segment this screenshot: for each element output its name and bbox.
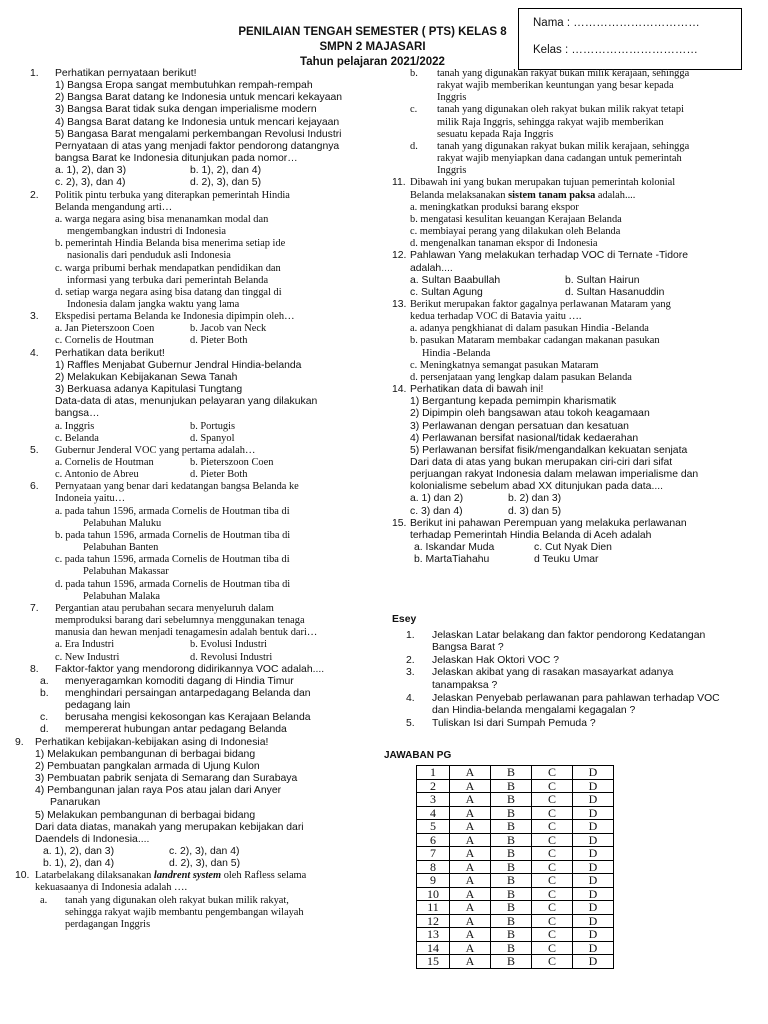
- option[interactable]: d. Pieter Both: [190, 335, 248, 347]
- option[interactable]: c. warga pribumi berhak mendapatkan pendidikan dan: [55, 262, 281, 274]
- option[interactable]: a. 1), 2), dan 3): [43, 846, 115, 857]
- answer-choice-a[interactable]: A: [450, 955, 491, 969]
- essay-item-1: 1. Jelaskan Latar belakang dan faktor pendorong Kedatangan: [406, 629, 706, 641]
- answer-choice-c[interactable]: C: [532, 847, 573, 861]
- option[interactable]: b. mengatasi kesulitan keuangan Kerajaan Belanda: [410, 213, 622, 225]
- option[interactable]: d. 3) dan 5): [508, 505, 562, 517]
- question-text: 3) Pembuatan pabrik senjata di Semarang dan Surabaya: [35, 773, 298, 785]
- option[interactable]: d. Spanyol: [190, 432, 235, 444]
- question-text: 3) Berkuasa adanya Kapitulasi Tungtang: [55, 384, 243, 396]
- answer-choice-b[interactable]: B: [491, 941, 532, 955]
- question-text: 1) Raffles Menjabat Gubernur Jendral Hindia-belanda: [55, 359, 302, 371]
- answer-number: 15: [417, 955, 450, 969]
- answer-choice-b[interactable]: B: [491, 820, 532, 834]
- option-cont: nasionalis dari penduduk asli Indonesia: [67, 250, 231, 262]
- answer-choice-b[interactable]: B: [491, 793, 532, 807]
- question-text: manusia dan hewan menjadi tenagamesin adalah bentuk dari…: [55, 627, 318, 639]
- option-cont: Pelabuhan Maluku: [83, 517, 162, 529]
- answer-row: [417, 833, 614, 847]
- answer-row: [417, 874, 614, 888]
- answer-row: [417, 793, 614, 807]
- answer-choice-c[interactable]: C: [532, 833, 573, 847]
- answer-choice-b[interactable]: B: [491, 955, 532, 969]
- answer-choice-b[interactable]: B: [491, 833, 532, 847]
- option[interactable]: c. berusaha mengisi kekosongan kas Kerajaan Belanda: [40, 712, 311, 724]
- option-cont: informasi yang terbuka dari pemerintah Belanda: [67, 274, 269, 286]
- answer-sheet-table: [416, 765, 614, 969]
- option[interactable]: d. Sultan Hasanuddin: [565, 286, 665, 298]
- option[interactable]: d. Revolusi Industri: [190, 651, 273, 663]
- option[interactable]: d. 2), 3), dan 5): [169, 858, 241, 870]
- answer-choice-a[interactable]: A: [450, 779, 491, 793]
- answer-choice-a[interactable]: A: [450, 901, 491, 915]
- answer-choice-b[interactable]: B: [491, 779, 532, 793]
- answer-row: [417, 914, 614, 928]
- answer-choice-a[interactable]: A: [450, 766, 491, 780]
- question-2: 2. Politik pintu terbuka yang diterapkan pemerintah Hindia: [30, 189, 290, 201]
- answer-choice-a[interactable]: A: [450, 806, 491, 820]
- option[interactable]: c. 2), 3), dan 4): [55, 177, 126, 189]
- question-text: kolonialisme sebelum abad XX ditunjukan pada data....: [410, 481, 664, 493]
- answer-choice-b[interactable]: B: [491, 806, 532, 820]
- student-identity-box: [518, 8, 742, 70]
- answer-choice-c[interactable]: C: [532, 901, 573, 915]
- answer-row: [417, 806, 614, 820]
- question-text: perjuangan rakyat Indonesia dalam melawan imperialisme dan: [410, 469, 699, 481]
- answer-choice-c[interactable]: C: [532, 820, 573, 834]
- answer-choice-a[interactable]: A: [450, 887, 491, 901]
- option-row: [15, 846, 373, 858]
- question-text: 2) Bangsa Barat datang ke Indonesia untuk mencari kekayaan: [55, 92, 343, 104]
- option[interactable]: d. mengenalkan tanaman ekspor di Indonesia: [410, 238, 598, 250]
- option-row: [15, 323, 373, 335]
- question-text: 2) Melakukan Kebijakanan Sewa Tanah: [55, 371, 238, 383]
- answer-choice-a[interactable]: A: [450, 860, 491, 874]
- answer-choice-c[interactable]: C: [532, 860, 573, 874]
- option[interactable]: b. Sultan Hairun: [565, 274, 640, 286]
- answer-number: 4: [417, 806, 450, 820]
- answer-row: [417, 860, 614, 874]
- answer-choice-a[interactable]: A: [450, 820, 491, 834]
- option[interactable]: c. Sultan Agung: [410, 286, 483, 298]
- question-text: Belanda mengandung arti…: [55, 201, 173, 213]
- question-12: 12. Pahlawan Yang melakukan terhadap VOC di Ternate -Tidore: [392, 250, 689, 262]
- answer-choice-a[interactable]: A: [450, 847, 491, 861]
- answer-number: 13: [417, 928, 450, 942]
- option[interactable]: b. 1), 2), dan 4): [190, 165, 262, 177]
- option-cont: Pelabuhan Banten: [83, 542, 159, 554]
- answer-number: 14: [417, 941, 450, 955]
- answer-choice-c[interactable]: C: [532, 914, 573, 928]
- option[interactable]: b. pada tahun 1596, armada Cornelis de Houtman tiba di: [55, 529, 291, 541]
- option-row: [392, 542, 757, 554]
- option[interactable]: b. pasukan Mataram membakar cadangan makanan pasukan: [410, 335, 660, 347]
- answer-number: 11: [417, 901, 450, 915]
- answer-choice-d[interactable]: D: [573, 887, 614, 901]
- option-cont: sesuatu kepada Raja Inggris: [437, 128, 554, 140]
- option-cont: rakyat wajib menyiapkan dana cadangan untuk pemerintah: [437, 153, 682, 165]
- option[interactable]: b. Jacob van Neck: [190, 323, 267, 335]
- option[interactable]: a. menyeragamkan komoditi dagang di Hindia Timur: [40, 675, 294, 687]
- option[interactable]: a. tanah yang digunakan oleh rakyat bukan milik rakyat,: [40, 894, 289, 906]
- answer-number: 9: [417, 874, 450, 888]
- question-14: 14. Perhatikan data di bawah ini!: [392, 384, 544, 396]
- option[interactable]: d. Pieter Both: [190, 469, 248, 481]
- option[interactable]: c. Belanda: [55, 432, 99, 444]
- option-row: [392, 275, 757, 287]
- option[interactable]: d. setiap warga negara asing bisa datang dan tinggal di: [55, 286, 282, 298]
- answer-choice-d[interactable]: D: [573, 793, 614, 807]
- question-text: terhadap Pemerintah Hindia Belanda di Aceh adalah: [410, 529, 652, 541]
- option[interactable]: a. meningkatkan produksi barang ekspor: [410, 201, 579, 213]
- option[interactable]: b. Portugis: [190, 420, 236, 432]
- option[interactable]: a. Jan Pieterszoon Coen: [55, 323, 155, 335]
- option-cont: Pelabuhan Makassar: [83, 566, 169, 578]
- answer-number: 10: [417, 887, 450, 901]
- answer-number: 6: [417, 833, 450, 847]
- answer-choice-d[interactable]: D: [573, 874, 614, 888]
- answer-number: 2: [417, 779, 450, 793]
- answer-choice-b[interactable]: B: [491, 887, 532, 901]
- option-cont: mengembangkan industri di Indonesia: [67, 226, 227, 238]
- option-cont: rakyat wajib memberikan keuntungan yang besar kepada: [437, 80, 674, 92]
- question-6: 6. Pernyataan yang benar dari kedatangan bangsa Belanda ke: [30, 481, 299, 493]
- question-1: 1. Perhatikan pernyataan berikut!: [30, 68, 197, 79]
- essay-item-4: 4. Jelaskan Penyebab perlawanan para pahlawan terhadap VOC: [406, 692, 720, 704]
- option[interactable]: c. tanah yang digunakan oleh rakyat bukan milik rakyat tetapi: [410, 104, 684, 116]
- option[interactable]: b. 2) dan 3): [508, 493, 562, 505]
- option-row: [15, 177, 373, 189]
- question-9: 9. Perhatikan kebijakan-kebijakan asing di Indonesia!: [15, 736, 269, 748]
- option-cont: Indonesia dalam jangka waktu yang lama: [67, 298, 240, 310]
- option[interactable]: a. pada tahun 1596, armada Cornelis de Houtman tiba di: [55, 505, 290, 517]
- answer-row: [417, 820, 614, 834]
- option-row: [15, 652, 373, 664]
- answer-choice-d[interactable]: D: [573, 928, 614, 942]
- answer-row: [417, 887, 614, 901]
- question-text: Data-data di atas, menunjukan pelayaran yang dilakukan: [55, 396, 318, 408]
- option[interactable]: b. MartaTiahahu: [414, 554, 490, 566]
- option-row: [15, 433, 373, 445]
- question-11: 11. Dibawah ini yang bukan merupakan tujuan pemerintah kolonial: [392, 177, 676, 189]
- question-text: bangsa…: [55, 408, 100, 420]
- answer-choice-c[interactable]: C: [532, 955, 573, 969]
- question-text: 5) Perlawanan bersifat fisik/mengandalkan kekuatan senjata: [410, 444, 688, 456]
- answer-choice-a[interactable]: A: [450, 914, 491, 928]
- answer-choice-d[interactable]: D: [573, 806, 614, 820]
- option[interactable]: c. 3) dan 4): [410, 505, 463, 517]
- option-row: [15, 421, 373, 433]
- answer-choice-b[interactable]: B: [491, 914, 532, 928]
- answer-choice-d[interactable]: D: [573, 941, 614, 955]
- option[interactable]: a. Inggris: [55, 420, 95, 432]
- answer-choice-b[interactable]: B: [491, 874, 532, 888]
- option[interactable]: a. Cornelis de Houtman: [55, 457, 154, 468]
- option-row: [392, 554, 757, 566]
- answer-choice-c[interactable]: C: [532, 806, 573, 820]
- question-15: 15. Berikut ini pahawan Perempuan yang melakuka perlawanan: [392, 517, 687, 529]
- answer-choice-b[interactable]: B: [491, 901, 532, 915]
- question-text: 2) Pembuatan pangkalan armada di Ujung Kulon: [35, 760, 260, 772]
- left-column: [15, 68, 373, 931]
- essay-text: Bangsa Barat ?: [432, 642, 504, 654]
- question-text: bangsa Barat ke Indonesia ditunjukan pada nomor…: [55, 153, 298, 165]
- option[interactable]: c. pada tahun 1596, armada Cornelis de Houtman tiba di: [55, 554, 290, 566]
- option[interactable]: c. Cut Nyak Dien: [534, 542, 612, 554]
- answer-choice-d[interactable]: D: [573, 955, 614, 969]
- option-cont: Pelabuhan Malaka: [83, 590, 161, 602]
- question-7: 7. Pergantian atau perubahan secara menyeluruh dalam: [30, 602, 274, 614]
- answer-choice-a[interactable]: A: [450, 793, 491, 807]
- option-row: [15, 469, 373, 481]
- question-10: 10. Latarbelakang dilaksanakan landrent system oleh Rafless selama: [15, 870, 307, 882]
- question-text: kekuasaanya di Indonesia adalah ….: [35, 882, 188, 894]
- answer-number: 8: [417, 860, 450, 874]
- question-text: Belanda melaksanakan sistem tanam paksa adalah....: [410, 189, 636, 201]
- option[interactable]: a. warga negara asing bisa menanamkan modal dan: [55, 213, 269, 225]
- answer-choice-b[interactable]: B: [491, 928, 532, 942]
- answer-choice-c[interactable]: C: [532, 928, 573, 942]
- option-row: [15, 457, 373, 469]
- option[interactable]: b. 1), 2), dan 4): [43, 858, 115, 870]
- answer-choice-c[interactable]: C: [532, 887, 573, 901]
- option-cont: pedagang lain: [65, 700, 131, 712]
- question-text: Panarukan: [50, 797, 101, 809]
- answer-number: 1: [417, 766, 450, 780]
- answer-choice-d[interactable]: D: [573, 847, 614, 861]
- answer-choice-c[interactable]: C: [532, 941, 573, 955]
- class-field[interactable]: Kelas : ……………………………: [533, 44, 698, 56]
- question-text: Pernyataan di atas yang menjadi faktor pendorong datangnya: [55, 140, 340, 152]
- essay-item-5: 5. Tuliskan Isi dari Sumpah Pemuda ?: [406, 717, 596, 729]
- answer-row: [417, 901, 614, 915]
- question-text: 1) Bergantung kepada pemimpin kharismatik: [410, 396, 617, 408]
- question-text: Daendels di Indonesia....: [35, 833, 150, 845]
- answer-number: 7: [417, 847, 450, 861]
- answer-choice-d[interactable]: D: [573, 833, 614, 847]
- question-text: 3) Bangsa Barat tidak suka dengan imperialisme modern: [55, 104, 317, 116]
- exam-title: PENILAIAN TENGAH SEMESTER ( PTS) KELAS 8: [238, 26, 507, 38]
- question-text: memproduksi barang dari sebelumnya menggunakan tenaga: [55, 615, 305, 627]
- answer-row: [417, 779, 614, 793]
- option-cont: Inggris: [437, 165, 467, 177]
- answer-row: [417, 847, 614, 861]
- option-row: [15, 165, 373, 177]
- answer-choice-d[interactable]: D: [573, 820, 614, 834]
- question-text: kedua terhadap VOC di Batavia yaitu ….: [410, 311, 582, 323]
- answer-number: 12: [417, 914, 450, 928]
- right-column: [392, 68, 757, 566]
- question-5: 5. Gubernur Jenderal VOC yang pertama adalah…: [30, 444, 256, 456]
- option-row: [392, 287, 757, 299]
- answer-sheet-title: JAWABAN PG: [384, 750, 452, 761]
- question-4: 4. Perhatikan data berikut!: [30, 347, 165, 359]
- option-row: [15, 858, 373, 870]
- question-text: 1) Melakukan pembangunan di berbagai bidang: [35, 748, 256, 760]
- question-text: 3) Perlawanan dengan persatuan dan kesatuan: [410, 420, 629, 432]
- option[interactable]: a. adanya pengkhianat di dalam pasukan Hindia -Belanda: [410, 323, 649, 335]
- option[interactable]: c. membiayai perang yang dilakukan oleh Belanda: [410, 226, 621, 238]
- question-text: Dari data diatas, manakah yang merupakan kebijakan dari: [35, 821, 304, 833]
- option-cont: Hindia -Belanda: [422, 347, 491, 359]
- name-field[interactable]: Nama : ……………………………: [533, 17, 700, 29]
- answer-choice-a[interactable]: A: [450, 833, 491, 847]
- answer-row: [417, 941, 614, 955]
- essay-title: Esey: [392, 614, 417, 625]
- question-text: adalah....: [410, 262, 453, 274]
- option-row: [392, 493, 757, 505]
- answer-choice-d[interactable]: D: [573, 860, 614, 874]
- option[interactable]: a. Sultan Baabullah: [410, 274, 501, 286]
- essay-text: dan Hindia-belanda mengalami kegagalan ?: [432, 705, 636, 717]
- option[interactable]: d. tanah yang digunakan rakyat bukan milik kerajaan, sehingga: [410, 140, 690, 152]
- option-row: [15, 335, 373, 347]
- question-text: 1) Bangsa Eropa sangat membutuhkan rempah-rempah: [55, 80, 313, 92]
- answer-choice-a[interactable]: A: [450, 928, 491, 942]
- essay-section: [392, 614, 762, 730]
- option[interactable]: b. Pieterszoon Coen: [190, 457, 274, 468]
- answer-choice-c[interactable]: C: [532, 874, 573, 888]
- school-name: SMPN 2 MAJASARI: [319, 41, 426, 53]
- answer-number: 3: [417, 793, 450, 807]
- answer-row: [417, 955, 614, 969]
- essay-item-2: 2. Jelaskan Hak Oktori VOC ?: [406, 654, 560, 666]
- question-text: Dari data di atas yang bukan merupakan ciri-ciri dari sifat: [410, 457, 673, 468]
- answer-choice-d[interactable]: D: [573, 901, 614, 915]
- answer-choice-c[interactable]: C: [532, 766, 573, 780]
- question-text: 4) Pembangunan jalan raya Pos atau jalan dari Anyer: [35, 785, 282, 797]
- question-text: 2) Dipimpin oleh bangsawan atau tokoh keagamaan: [410, 408, 650, 420]
- school-year: Tahun pelajaran 2021/2022: [300, 56, 445, 68]
- option[interactable]: b. Evolusi Industri: [190, 639, 268, 651]
- answer-choice-d[interactable]: D: [573, 914, 614, 928]
- option[interactable]: c. Cornelis de Houtman: [55, 335, 154, 347]
- answer-row: [417, 928, 614, 942]
- option[interactable]: b. menghindari persaingan antarpedagang Belanda dan: [40, 687, 311, 699]
- option[interactable]: b. pemerintah Hindia Belanda bisa menerima setiap ide: [55, 238, 286, 250]
- question-text: 4) Perlawanan bersifat nasional/tidak kedaerahan: [410, 432, 639, 444]
- option[interactable]: a. Iskandar Muda: [414, 542, 495, 554]
- option[interactable]: a. 1), 2), dan 3): [55, 165, 127, 177]
- answer-choice-a[interactable]: A: [450, 874, 491, 888]
- option[interactable]: d. mempererat hubungan antar pedagang Belanda: [40, 724, 287, 736]
- option[interactable]: d. persenjataan yang lengkap dalam pasukan Belanda: [410, 371, 632, 383]
- option[interactable]: a. Era Industri: [55, 639, 115, 651]
- answer-row: [417, 766, 614, 780]
- answer-choice-b[interactable]: B: [491, 766, 532, 780]
- answer-choice-d[interactable]: D: [573, 779, 614, 793]
- question-8: 8. Faktor-faktor yang mendorong didirikannya VOC adalah....: [30, 663, 325, 675]
- question-13: 13. Berikut merupakan faktor gagalnya perlawanan Mataram yang: [392, 298, 671, 310]
- answer-choice-b[interactable]: B: [491, 847, 532, 861]
- essay-item-3: 3. Jelaskan akibat yang di rasakan masayarkat adanya: [406, 667, 674, 679]
- essay-text: tanampaksa ?: [432, 679, 498, 691]
- option-row: [392, 506, 757, 518]
- exam-header: [220, 25, 525, 70]
- option-cont: Inggris: [437, 92, 467, 104]
- question-text: 4) Bangsa Barat datang ke Indonesia untuk mencari kejayaan: [55, 116, 340, 128]
- answer-number: 5: [417, 820, 450, 834]
- option[interactable]: d Teuku Umar: [534, 554, 599, 566]
- option[interactable]: d. 2), 3), dan 5): [190, 177, 262, 189]
- answer-choice-d[interactable]: D: [573, 766, 614, 780]
- option[interactable]: c. New Industri: [55, 651, 120, 663]
- answer-choice-a[interactable]: A: [450, 941, 491, 955]
- option[interactable]: b. tanah yang digunakan rakyat bukan milik kerajaan, sehingga: [410, 68, 690, 79]
- question-text: 5) Melakukan pembangunan di berbagai bidang: [35, 809, 256, 821]
- option-cont: perdagangan Inggris: [65, 918, 151, 930]
- option-cont: sehingga rakyat wajib membantu pengembangan wilayah: [65, 906, 304, 918]
- option-cont: milik Raja Inggris, sehingga rakyat wajib memberikan: [437, 116, 664, 128]
- option[interactable]: c. Meningkatnya semangat pasukan Mataram: [410, 359, 599, 371]
- answer-choice-b[interactable]: B: [491, 860, 532, 874]
- option[interactable]: d. pada tahun 1596, armada Cornelis de Houtman tiba di: [55, 578, 291, 590]
- question-3: 3. Ekspedisi pertama Belanda ke Indonesia dipimpin oleh…: [30, 311, 295, 323]
- question-text: 5) Bangasa Barat mengalami perkembangan Revolusi Industri: [55, 128, 342, 140]
- option[interactable]: c. Antonio de Abreu: [55, 469, 139, 481]
- answer-choice-c[interactable]: C: [532, 779, 573, 793]
- question-text: Indoneia yaitu…: [55, 493, 126, 505]
- option[interactable]: a. 1) dan 2): [410, 493, 464, 505]
- option-row: [15, 639, 373, 651]
- answer-choice-c[interactable]: C: [532, 793, 573, 807]
- option[interactable]: c. 2), 3), dan 4): [169, 846, 240, 857]
